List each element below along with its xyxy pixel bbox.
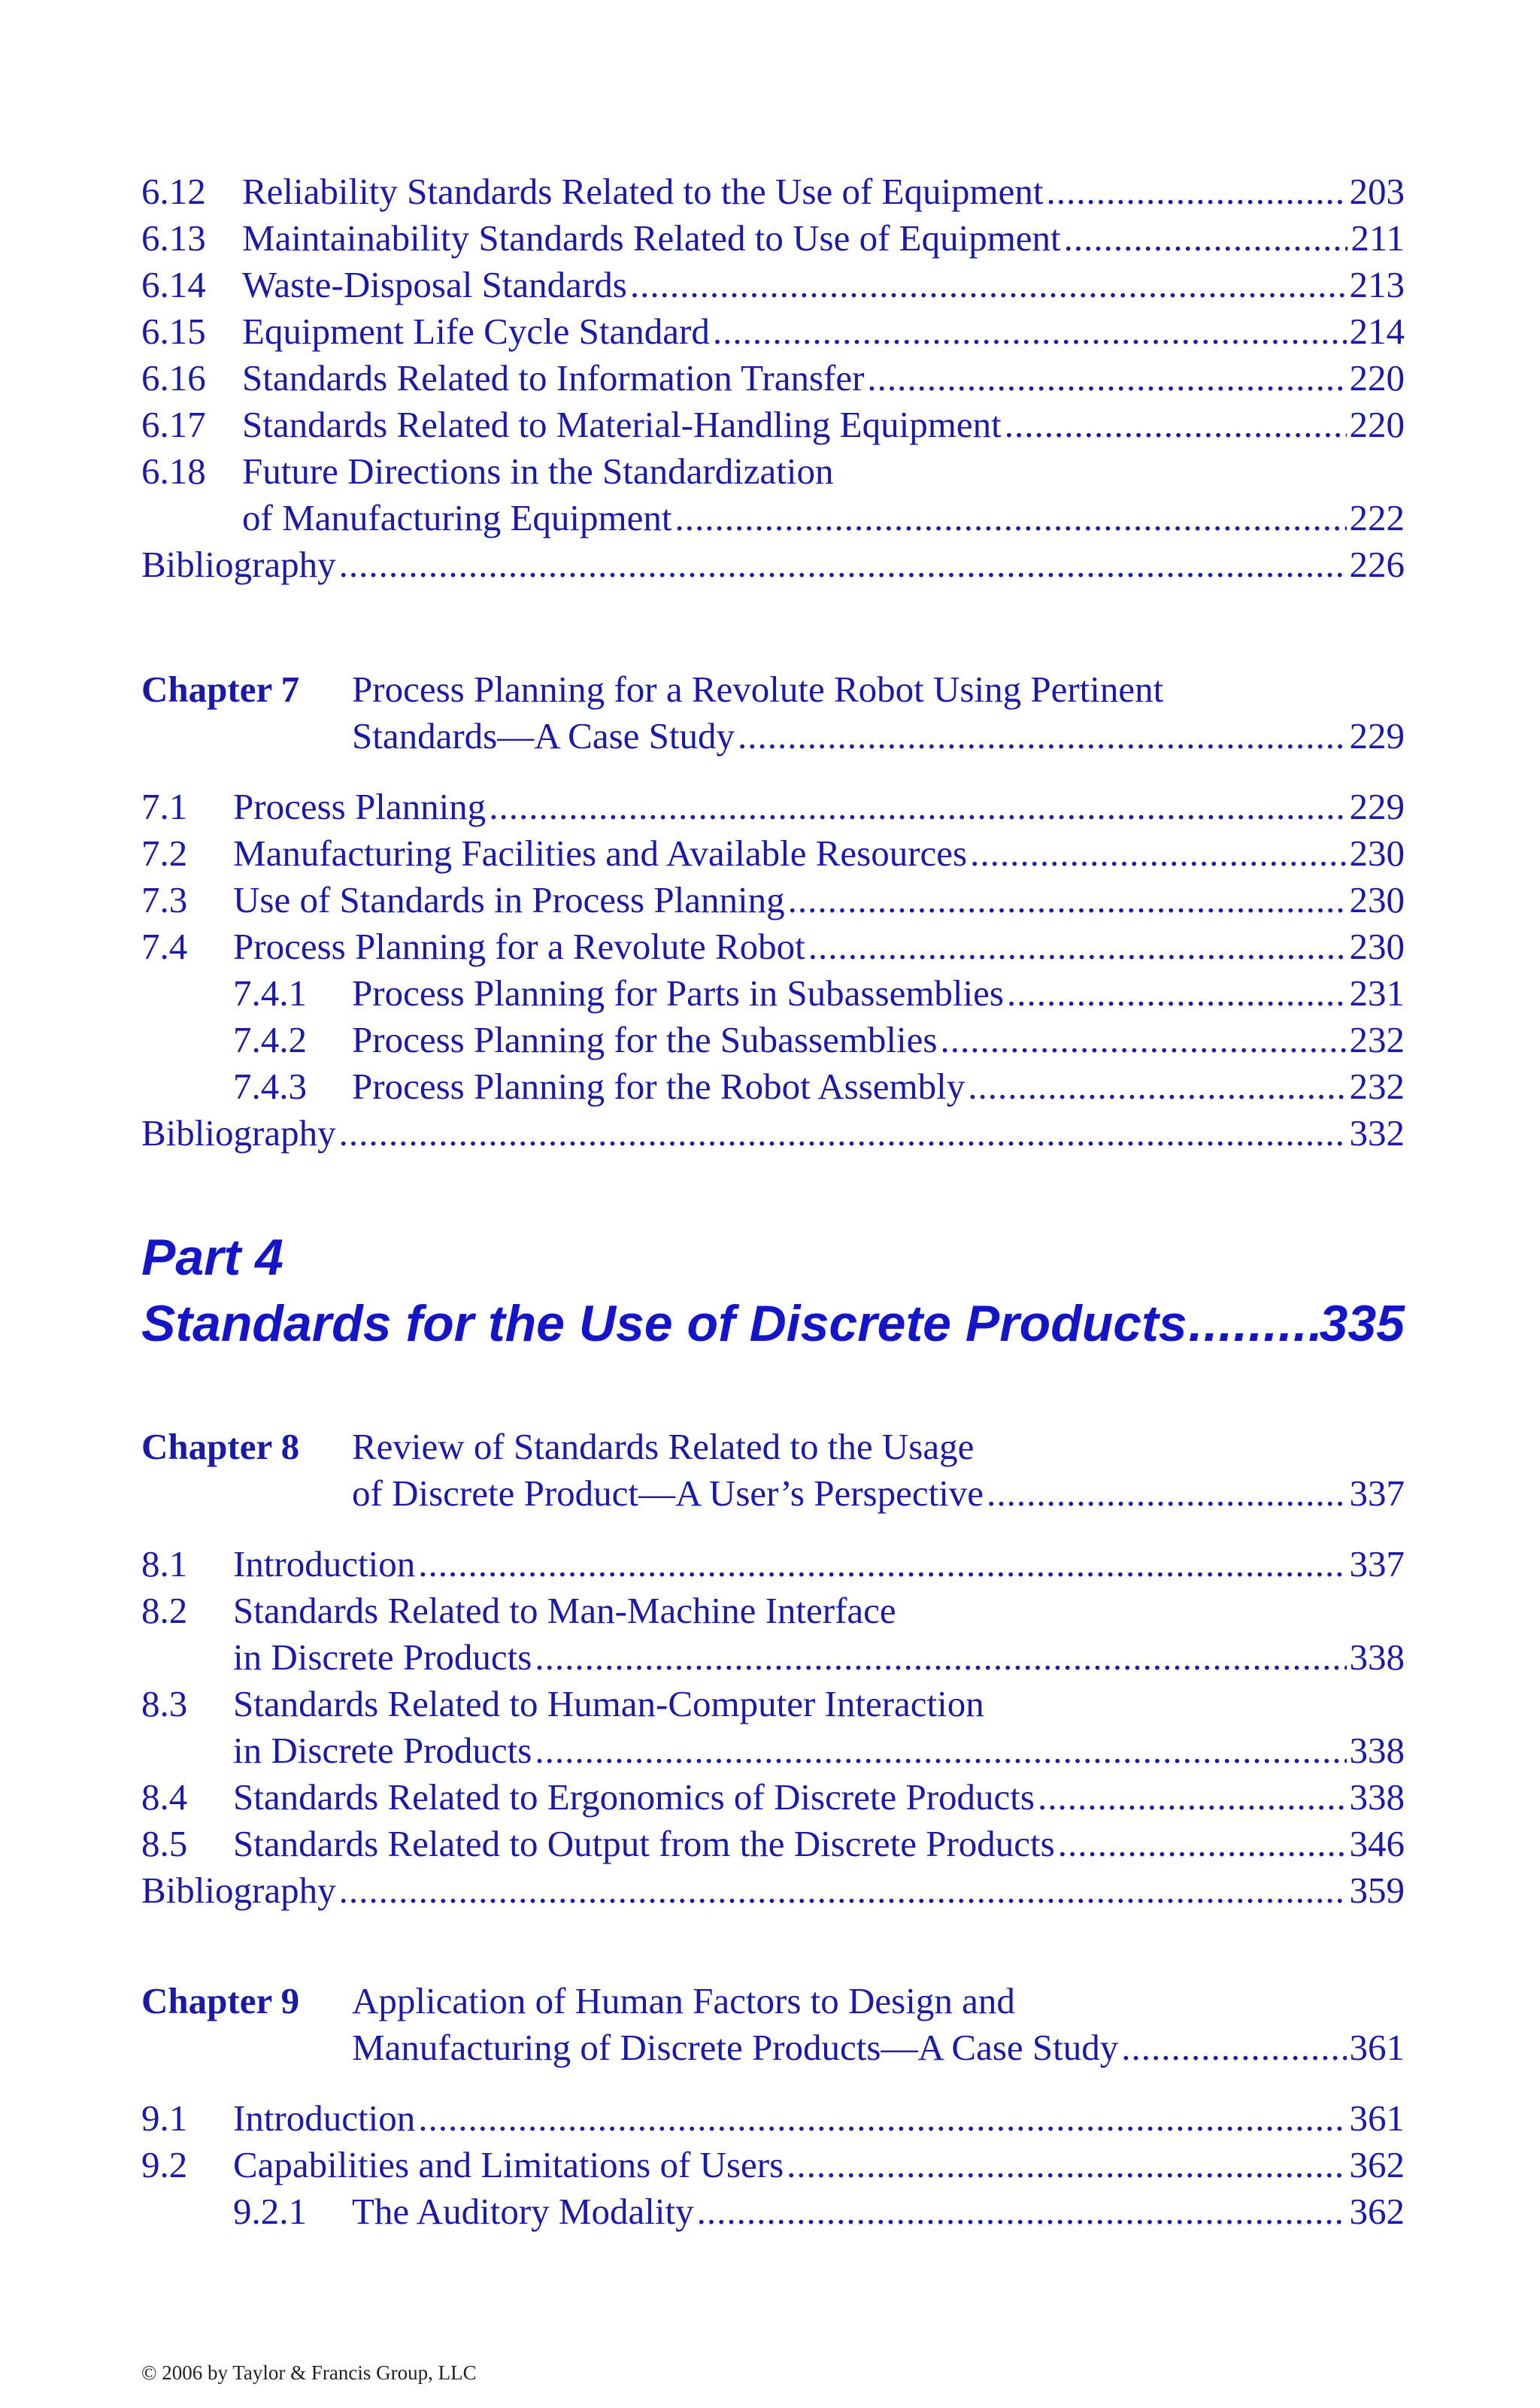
section-title: Standards Related to Information Transfer <box>242 357 865 399</box>
toc-entry-7-4-3 <box>141 1063 1405 1110</box>
subsection-number: 7.4.3 <box>233 1066 307 1107</box>
chapter-title: Review of Standards Related to the Usage <box>352 1426 975 1467</box>
leader-dots <box>788 877 1347 923</box>
toc-entry-7-3 <box>141 877 1405 923</box>
page-number: 362 <box>1349 2144 1405 2185</box>
section-title: Equipment Life Cycle Standard <box>242 311 710 352</box>
toc-entry-6-13 <box>141 215 1405 262</box>
page-number: 332 <box>1349 1112 1405 1154</box>
toc-entry-6-18 <box>141 448 1405 495</box>
section-title: Capabilities and Limitations of Users <box>233 2144 784 2185</box>
section-number: 8.1 <box>141 1543 188 1585</box>
page-number: 338 <box>1349 1636 1405 1678</box>
leader-dots <box>339 541 1347 588</box>
section-title-continued: in Discrete Products <box>233 1636 532 1678</box>
toc-entry-6-18-continued <box>141 495 1405 541</box>
section-number: 6.16 <box>141 357 206 399</box>
toc-entry-9-2-1 <box>141 2188 1405 2235</box>
chapter-title-continued: Manufacturing of Discrete Products—A Case Study <box>352 2027 1119 2068</box>
chapter-label: Chapter 7 <box>141 669 300 710</box>
chapter-label: Chapter 9 <box>141 1980 300 2021</box>
subsection-title: Process Planning for the Subassemblies <box>352 1019 938 1060</box>
section-title: Process Planning <box>233 786 487 827</box>
toc-entry-7-4-2 <box>141 1017 1405 1063</box>
section-number: 9.2 <box>141 2144 188 2185</box>
bibliography-title: Bibliography <box>141 1870 336 1911</box>
page-number: 214 <box>1349 311 1405 352</box>
leader-dots <box>787 2142 1346 2188</box>
toc-entry-6-16 <box>141 355 1405 402</box>
toc-entry-7-4-1 <box>141 970 1405 1017</box>
page-number: 338 <box>1349 1730 1405 1771</box>
part-title: Standards for the Use of Discrete Products <box>141 1295 1187 1352</box>
page-number: 222 <box>1349 497 1405 538</box>
bibliography-title: Bibliography <box>141 544 336 585</box>
chapter-9-heading-continued <box>141 2024 1405 2071</box>
chapter-title-continued: Standards—A Case Study <box>352 715 735 757</box>
leader-dots <box>968 1063 1346 1110</box>
page-number: 203 <box>1349 171 1405 212</box>
leader-dots <box>1007 970 1347 1017</box>
section-title: Standards Related to Output from the Discrete Products <box>233 1823 1055 1864</box>
page-number: 337 <box>1349 1472 1405 1514</box>
section-title: Maintainability Standards Related to Use of Equipment <box>242 217 1061 259</box>
chapter-title: Application of Human Factors to Design and <box>352 1980 1015 2021</box>
toc-entry-7-2 <box>141 830 1405 877</box>
subsection-number: 9.2.1 <box>233 2191 307 2232</box>
section-title: Waste-Disposal Standards <box>242 264 627 305</box>
section-title: Standards Related to Man-Machine Interface <box>233 1590 896 1631</box>
section-title: Standards Related to Human-Computer Interaction <box>233 1683 984 1724</box>
section-title: Introduction <box>233 1543 416 1585</box>
toc-entry-7-4 <box>141 923 1405 970</box>
chapter-9-heading <box>141 1978 1405 2024</box>
section-number: 6.14 <box>141 264 206 305</box>
part-heading <box>141 1290 1405 1357</box>
section-title-continued: in Discrete Products <box>233 1730 532 1771</box>
section-title: Process Planning for a Revolute Robot <box>233 926 805 967</box>
toc-entry-8-2-continued <box>141 1634 1405 1681</box>
bibliography-title: Bibliography <box>141 1112 336 1154</box>
subsection-number: 7.4.1 <box>233 972 307 1014</box>
leader-dots <box>489 784 1346 830</box>
subsection-number: 7.4.2 <box>233 1019 307 1060</box>
toc-entry-8-4 <box>141 1774 1405 1821</box>
toc-bibliography-ch6 <box>141 541 1405 588</box>
subsection-title: The Auditory Modality <box>352 2191 694 2232</box>
toc-entry-6-17 <box>141 402 1405 448</box>
page-number: 220 <box>1349 357 1405 399</box>
section-number: 6.13 <box>141 217 206 259</box>
page-number: 226 <box>1349 544 1405 585</box>
page-number: 362 <box>1349 2191 1405 2232</box>
section-title: Manufacturing Facilities and Available Resources <box>233 832 968 874</box>
section-number: 7.3 <box>141 879 188 920</box>
page-number: 211 <box>1351 217 1405 259</box>
page-number: 361 <box>1349 2097 1405 2139</box>
page-number: 232 <box>1349 1019 1405 1060</box>
chapter-8-heading <box>141 1424 1405 1470</box>
toc-entry-6-14 <box>141 262 1405 308</box>
leader-dots <box>535 1727 1346 1774</box>
leader-dots <box>697 2188 1347 2235</box>
toc-entry-9-2 <box>141 2142 1405 2188</box>
toc-entry-6-12 <box>141 168 1405 215</box>
section-number: 7.1 <box>141 786 188 827</box>
leader-dots <box>1047 168 1347 215</box>
leader-dots <box>970 830 1346 877</box>
chapter-7-heading-continued <box>141 713 1405 760</box>
section-number: 9.1 <box>141 2097 188 2139</box>
leader-dots <box>675 495 1347 541</box>
toc-bibliography-ch7 <box>141 1110 1405 1157</box>
leader-dots <box>1064 215 1348 262</box>
toc-entry-8-5 <box>141 1821 1405 1867</box>
part-page-number: 335 <box>1319 1295 1405 1352</box>
leader-dots <box>940 1017 1346 1063</box>
leader-dots <box>339 1110 1347 1157</box>
toc-bibliography-ch8 <box>141 1867 1405 1914</box>
chapter-label: Chapter 8 <box>141 1426 300 1467</box>
toc-entry-8-1 <box>141 1541 1405 1588</box>
subsection-title: Process Planning for Parts in Subassemblies <box>352 972 1004 1014</box>
leader-dots <box>1121 2024 1346 2071</box>
leader-dots <box>1058 1821 1347 1867</box>
section-title: Future Directions in the Standardization <box>242 450 834 492</box>
section-number: 6.12 <box>141 171 206 212</box>
page-number: 359 <box>1349 1870 1405 1911</box>
toc-entry-8-2 <box>141 1588 1405 1634</box>
page-number: 338 <box>1349 1776 1405 1818</box>
page-number: 229 <box>1349 715 1405 757</box>
leader-dots <box>418 1541 1346 1588</box>
leader-dots <box>630 262 1347 308</box>
toc-entry-6-15 <box>141 308 1405 355</box>
leader-dots <box>713 308 1347 355</box>
section-title-continued: of Manufacturing Equipment <box>242 497 672 538</box>
page-number: 230 <box>1349 879 1405 920</box>
leader-dots <box>418 2095 1346 2142</box>
section-title: Introduction <box>233 2097 416 2139</box>
page-number: 337 <box>1349 1543 1405 1585</box>
section-title: Reliability Standards Related to the Use of Equipment <box>242 171 1044 212</box>
leader-dots <box>1189 1290 1318 1357</box>
part-label: Part 4 <box>141 1229 283 1286</box>
page-number: 346 <box>1349 1823 1405 1864</box>
chapter-title: Process Planning for a Revolute Robot Using Pertinent <box>352 669 1164 710</box>
chapter-8-heading-continued <box>141 1470 1405 1517</box>
leader-dots <box>867 355 1346 402</box>
section-number: 8.2 <box>141 1590 188 1631</box>
chapter-title-continued: of Discrete Product—A User’s Perspective <box>352 1472 984 1514</box>
chapter-7-heading <box>141 666 1405 713</box>
toc-entry-8-3-continued <box>141 1727 1405 1774</box>
leader-dots <box>738 713 1346 760</box>
leader-dots <box>1005 402 1347 448</box>
section-number: 8.3 <box>141 1683 188 1724</box>
leader-dots <box>987 1470 1346 1517</box>
leader-dots <box>1038 1774 1347 1821</box>
section-title: Use of Standards in Process Planning <box>233 879 785 920</box>
section-number: 6.17 <box>141 404 206 445</box>
section-number: 8.4 <box>141 1776 188 1818</box>
section-number: 6.18 <box>141 450 206 492</box>
page-number: 361 <box>1349 2027 1405 2068</box>
page-number: 231 <box>1349 972 1405 1014</box>
page-number: 230 <box>1349 832 1405 874</box>
section-title: Standards Related to Ergonomics of Discrete Products <box>233 1776 1035 1818</box>
toc-entry-9-1 <box>141 2095 1405 2142</box>
toc-entry-8-3 <box>141 1681 1405 1727</box>
copyright-footer: © 2006 by Taylor & Francis Group, LLC <box>141 2361 477 2384</box>
toc-entry-7-1 <box>141 784 1405 830</box>
page-number: 213 <box>1349 264 1405 305</box>
section-number: 7.4 <box>141 926 188 967</box>
page-number: 232 <box>1349 1066 1405 1107</box>
leader-dots <box>808 923 1347 970</box>
section-title: Standards Related to Material-Handling Equipment <box>242 404 1002 445</box>
page-number: 220 <box>1349 404 1405 445</box>
leader-dots <box>535 1634 1346 1681</box>
subsection-title: Process Planning for the Robot Assembly <box>352 1066 966 1107</box>
page-number: 230 <box>1349 926 1405 967</box>
section-number: 7.2 <box>141 832 188 874</box>
page-number: 229 <box>1349 786 1405 827</box>
leader-dots <box>339 1867 1347 1914</box>
section-number: 6.15 <box>141 311 206 352</box>
section-number: 8.5 <box>141 1823 188 1864</box>
